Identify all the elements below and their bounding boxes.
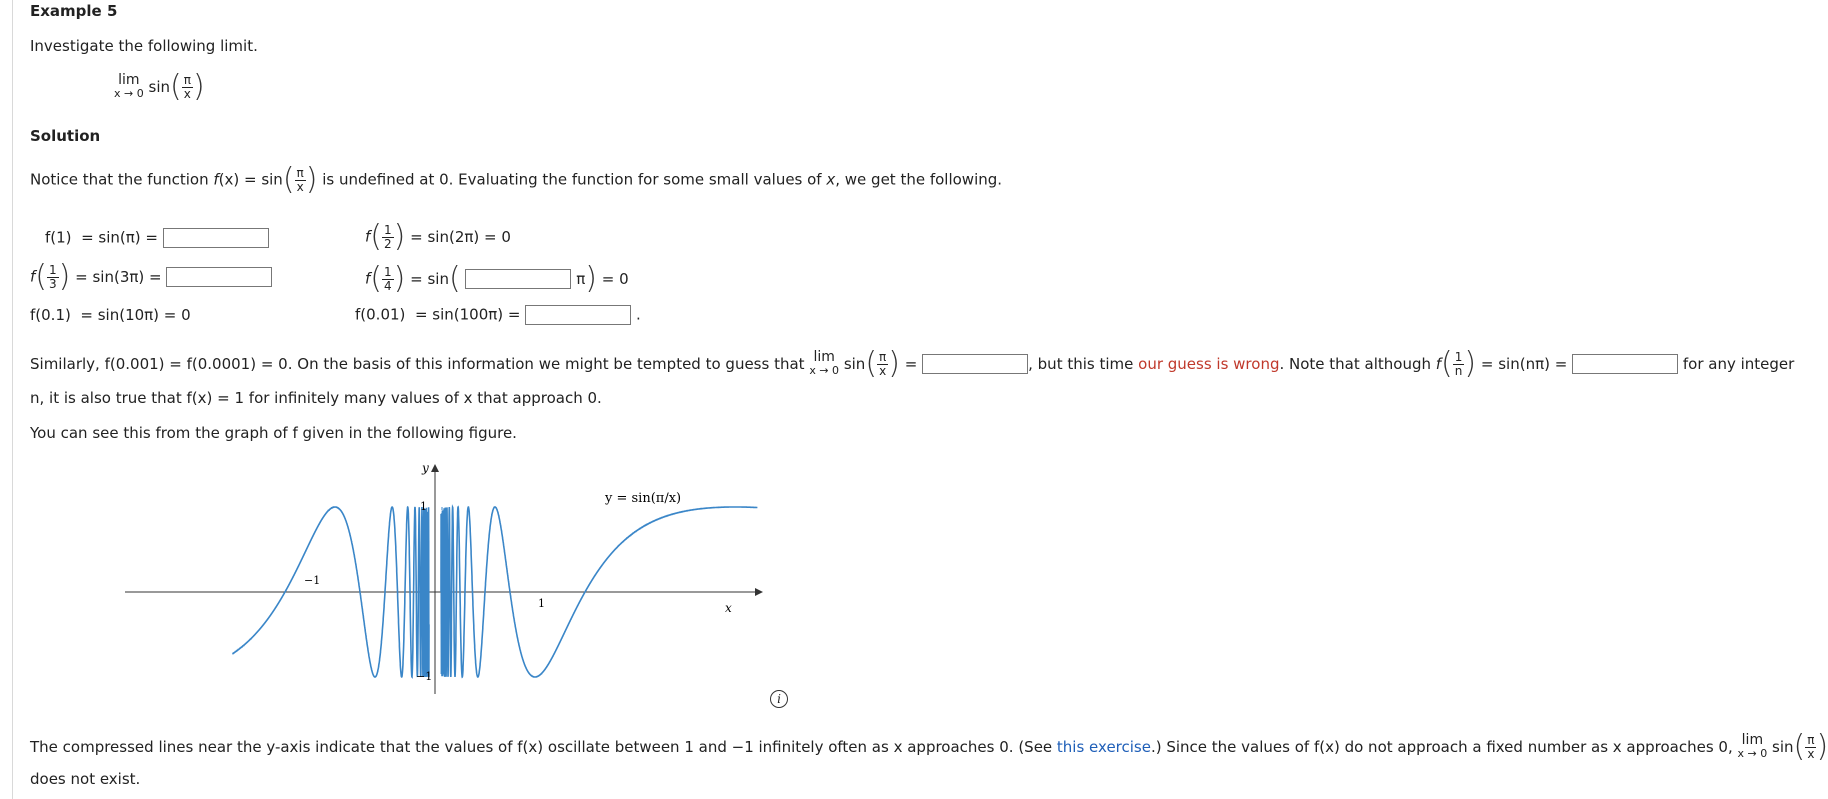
- x-tick-neg1: −1: [304, 574, 321, 587]
- answer-input-guess-limit[interactable]: [922, 354, 1028, 374]
- curve-label: y = sin(π/x): [605, 491, 682, 506]
- sin-pi-over-x-graph: [120, 462, 760, 702]
- guess-paragraph: Similarly, f(0.001) = f(0.0001) = 0. On the basis of this information we might be tempted to guess that lim x → 0 sin( $\frac{\pi}{x}$ ) = , but this time our guess is wrong. Note that although f( $\frac{1}{n}$ ) = sin(nπ) = for any integer: [30, 346, 1795, 381]
- intro-text: Investigate the following limit.: [30, 37, 258, 55]
- left-rule: [12, 0, 13, 799]
- answer-input-f0.01[interactable]: [525, 305, 631, 325]
- y-axis-label: y: [422, 461, 429, 475]
- solution-paragraph: Notice that the function f(x) = sin( $\frac{\pi}{x}$ ) is undefined at 0. Evaluating the function for some small values of x, we get the following.: [30, 162, 1003, 197]
- problem-limit: lim x → 0 sin( $\frac{\pi}{x}$ ): [114, 69, 205, 104]
- x-axis-arrow: [755, 588, 763, 596]
- y-tick-neg1: −1: [416, 670, 433, 683]
- guess-paragraph-line2: n, it is also true that f(x) = 1 for infinitely many values of x that approach 0.: [30, 389, 602, 407]
- eval-row-f1: f(1) = sin(π) =: [45, 228, 269, 248]
- answer-input-f1[interactable]: [163, 228, 269, 248]
- y-tick-1: 1: [420, 500, 427, 513]
- x-tick-1: 1: [538, 597, 545, 610]
- lim-operator: lim x → 0: [114, 72, 144, 100]
- eval-row-f0.1: f(0.1) = sin(10π) = 0: [30, 306, 191, 324]
- eval-row-f0.01: f(0.01) = sin(100π) = .: [355, 305, 641, 324]
- info-icon[interactable]: i: [770, 690, 788, 708]
- y-axis-arrow: [431, 464, 439, 472]
- conclusion-line2: does not exist.: [30, 770, 141, 788]
- this-exercise-link[interactable]: this exercise: [1056, 738, 1151, 756]
- pi-over-x: $\frac{\pi}{x}$: [183, 72, 191, 101]
- answer-input-sin-npi[interactable]: [1572, 354, 1678, 374]
- answer-input-f-third[interactable]: [166, 267, 272, 287]
- x-axis-label: x: [725, 601, 732, 615]
- answer-input-f-quarter[interactable]: [465, 269, 571, 289]
- eval-row-f-half: f( $\frac{1}{2}$ ) = sin(2π) = 0: [365, 219, 511, 254]
- eval-row-f-quarter: f( $\frac{1}{4}$ ) = sin( π) = 0: [365, 261, 629, 296]
- solution-heading: Solution: [30, 127, 101, 145]
- sin-fn: sin: [148, 78, 170, 96]
- guess-wrong-text: our guess is wrong: [1138, 355, 1280, 373]
- conclusion-paragraph: The compressed lines near the y-axis indicate that the values of f(x) oscillate between 1 and −1 infinitely often as x approaches 0. (See this exercise.) Since the values of f(x) do not approach a fixed number as x approaches 0, lim x → 0 sin( $\frac{\pi}{x}$ ): [30, 729, 1828, 764]
- figure-intro: You can see this from the graph of f given in the following figure.: [30, 424, 517, 442]
- eval-row-f-third: f( $\frac{1}{3}$ ) = sin(3π) =: [30, 262, 272, 292]
- example-title: Example 5: [30, 2, 118, 20]
